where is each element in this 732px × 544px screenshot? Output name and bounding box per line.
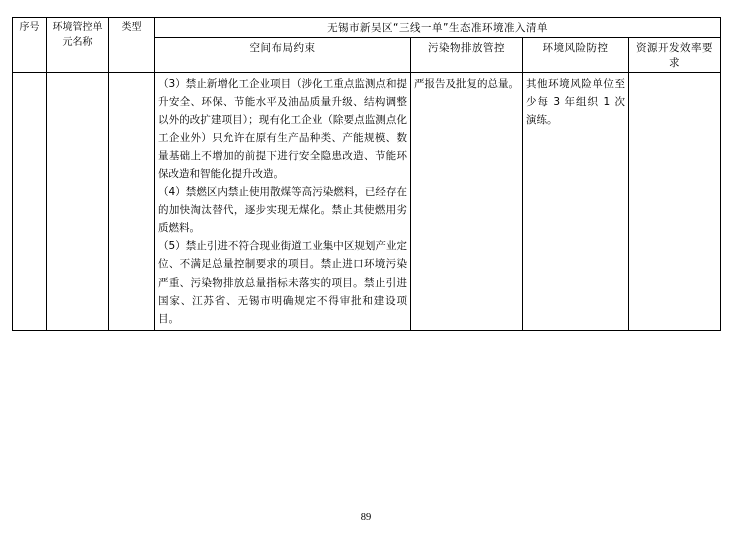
cell-type [109,73,155,331]
column-header-type: 类型 [109,18,155,73]
table-title: 无锡市新吴区“三线一单”生态准环境准入清单 [155,18,721,38]
cell-risk-control: 其他环境风险单位至少每 3 年组织 1 次演练。 [523,73,629,331]
cell-pollution-control: 严报告及批复的总量。 [411,73,523,331]
column-header-space-layout: 空间布局约束 [155,38,411,73]
cell-seq [13,73,47,331]
table-title-row [13,18,721,38]
column-header-seq: 序号 [13,18,47,73]
cell-space-layout [155,73,411,331]
page-number: 89 [360,512,372,523]
cell-resource-efficiency [629,73,721,331]
space-paragraph-4: （4）禁燃区内禁止使用散煤等高污染燃料，已经存在的加快淘汰替代，逐步实现无煤化。禁止其使燃用劣质燃料。 [158,186,407,235]
column-header-unit-name: 环境管控单元名称 [47,18,109,73]
space-paragraph-3: （3）禁止新增化工企业项目（涉化工重点监测点和提升安全、环保、节能水平及油品质量升级、结构调整以外的改扩建项目）；现有化工企业（除要点监测点化工企业外）只允许在原有生产品种类、产能规模、数量基础上不增加的前提下进行安全隐患改造、节能环保改造和智能化提升改造。 [158,78,407,181]
environmental-access-list-table [12,17,721,331]
table-row [13,73,721,331]
column-header-resource-efficiency: 资源开发效率要求 [629,38,721,73]
space-paragraph-5: （5）禁止引进不符合现业街道工业集中区规划产业定位、不满足总量控制要求的项目。禁止进口环境污染严重、污染物排放总量指标未落实的项目。禁止引进国家、江苏省、无锡市明确规定不得审批和建设项目。 [158,240,407,325]
column-header-risk-control: 环境风险防控 [523,38,629,73]
cell-unit-name [47,73,109,331]
column-header-pollution-control: 污染物排放管控 [411,38,523,73]
